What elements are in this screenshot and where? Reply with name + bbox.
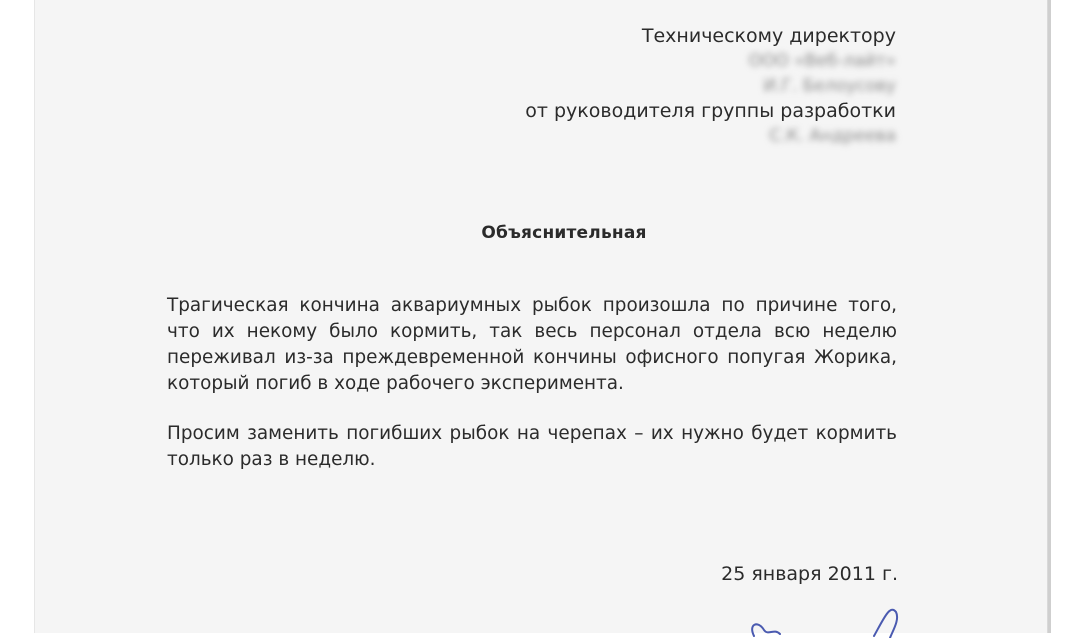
document-title: Объяснительная [481,223,647,243]
document-body [167,293,897,473]
sender-title: от руководителя группы разработки [525,100,896,122]
document-date: 25 января 2011 г. [721,563,898,585]
body-paragraph-2: Просим заменить погибших рыбок на черепах – их нужно будет кормить только раз в неделю. [167,423,897,470]
addressee-block [525,24,896,149]
recipient-company: ООО «Веб-лайт» [748,51,896,71]
signature-drawing [734,598,924,638]
recipient-title: Техническому директору [641,25,896,47]
sender-name: С.К. Андреева [769,126,896,146]
body-paragraph-1: Трагическая кончина аквариумных рыбок произошла по причине того, что их некому было кормить, так весь персонал отдела всю неделю переживал из-за преждевременной кончины офисного попугая Жорика, который погиб в ходе рабочего эксперимента. [167,295,897,394]
page-edge [1048,0,1051,633]
recipient-name: И.Г. Белоусову [763,76,896,96]
document-page [34,0,1048,633]
